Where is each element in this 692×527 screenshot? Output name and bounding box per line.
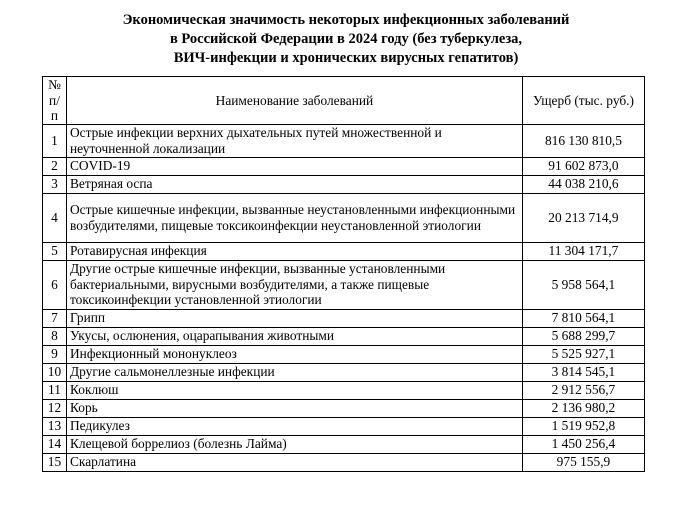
table-row [43, 260, 645, 309]
disease-name: Клещевой боррелиоз (болезнь Лайма) [66, 435, 522, 453]
table-row [43, 417, 645, 435]
disease-name: Скарлатина [66, 453, 522, 471]
table-row [43, 124, 645, 157]
table-row [43, 363, 645, 381]
header-number-sign: № [48, 77, 61, 92]
damage-value: 5 525 927,1 [522, 345, 644, 363]
table-row [43, 399, 645, 417]
title-line-3: ВИЧ-инфекции и хронических вирусных гепатитов) [173, 50, 519, 66]
damage-value: 1 519 952,8 [522, 417, 644, 435]
header-number [43, 77, 67, 125]
disease-name: Другие острые кишечные инфекции, вызванные установленными бактериальными, вирусными возбудителями, а также пищевые токсикоинфекции установленной этиологии [66, 260, 522, 309]
disease-name: Ветряная оспа [66, 175, 522, 193]
row-number: 9 [43, 345, 67, 363]
table-row [43, 435, 645, 453]
table-header-row [43, 77, 645, 125]
row-number: 14 [43, 435, 67, 453]
disease-name: Ротавирусная инфекция [66, 242, 522, 260]
row-number: 2 [43, 157, 67, 175]
disease-name: Педикулез [66, 417, 522, 435]
damage-value: 5 958 564,1 [522, 260, 644, 309]
damage-value: 2 136 980,2 [522, 399, 644, 417]
row-number: 7 [43, 309, 67, 327]
damage-value: 1 450 256,4 [522, 435, 644, 453]
disease-name: COVID-19 [66, 157, 522, 175]
title-line-1: Экономическая значимость некоторых инфекционных заболеваний [122, 12, 570, 28]
table-row [43, 381, 645, 399]
header-name: Наименование заболеваний [66, 77, 522, 125]
row-number: 3 [43, 175, 67, 193]
damage-value: 2 912 556,7 [522, 381, 644, 399]
table-row [43, 327, 645, 345]
damage-value: 91 602 873,0 [522, 157, 644, 175]
damage-value: 20 213 714,9 [522, 193, 644, 242]
row-number: 12 [43, 399, 67, 417]
row-number: 13 [43, 417, 67, 435]
table-row [43, 345, 645, 363]
disease-damage-table [42, 76, 645, 472]
row-number: 1 [43, 124, 67, 157]
row-number: 6 [43, 260, 67, 309]
row-number: 8 [43, 327, 67, 345]
row-number: 5 [43, 242, 67, 260]
damage-value: 11 304 171,7 [522, 242, 644, 260]
row-number: 15 [43, 453, 67, 471]
table-row [43, 453, 645, 471]
row-number: 4 [43, 193, 67, 242]
damage-value: 3 814 545,1 [522, 363, 644, 381]
damage-value: 7 810 564,1 [522, 309, 644, 327]
disease-name: Инфекционный мононуклеоз [66, 345, 522, 363]
disease-name: Другие сальмонеллезные инфекции [66, 363, 522, 381]
row-number: 11 [43, 381, 67, 399]
title-line-2: в Российской Федерации в 2024 году (без туберкулеза, [169, 31, 523, 47]
table-row [43, 309, 645, 327]
row-number: 10 [43, 363, 67, 381]
damage-value: 816 130 810,5 [522, 124, 644, 157]
disease-name: Коклюш [66, 381, 522, 399]
table-row [43, 193, 645, 242]
disease-name: Корь [66, 399, 522, 417]
damage-value: 975 155,9 [522, 453, 644, 471]
disease-name: Грипп [66, 309, 522, 327]
header-damage: Ущерб (тыс. руб.) [522, 77, 644, 125]
table-row [43, 175, 645, 193]
table-row [43, 242, 645, 260]
disease-name: Укусы, ослюнения, оцарапывания животными [66, 327, 522, 345]
document-title [0, 11, 692, 68]
disease-name: Острые кишечные инфекции, вызванные неустановленными инфекционными возбудителями, пищевые токсикоинфекции неустановленной этиологии [66, 193, 522, 242]
disease-name: Острые инфекции верхних дыхательных путей множественной и неуточненной локализации [66, 124, 522, 157]
damage-value: 44 038 210,6 [522, 175, 644, 193]
table-row [43, 157, 645, 175]
header-number-abbrev: п/п [49, 92, 60, 123]
damage-value: 5 688 299,7 [522, 327, 644, 345]
